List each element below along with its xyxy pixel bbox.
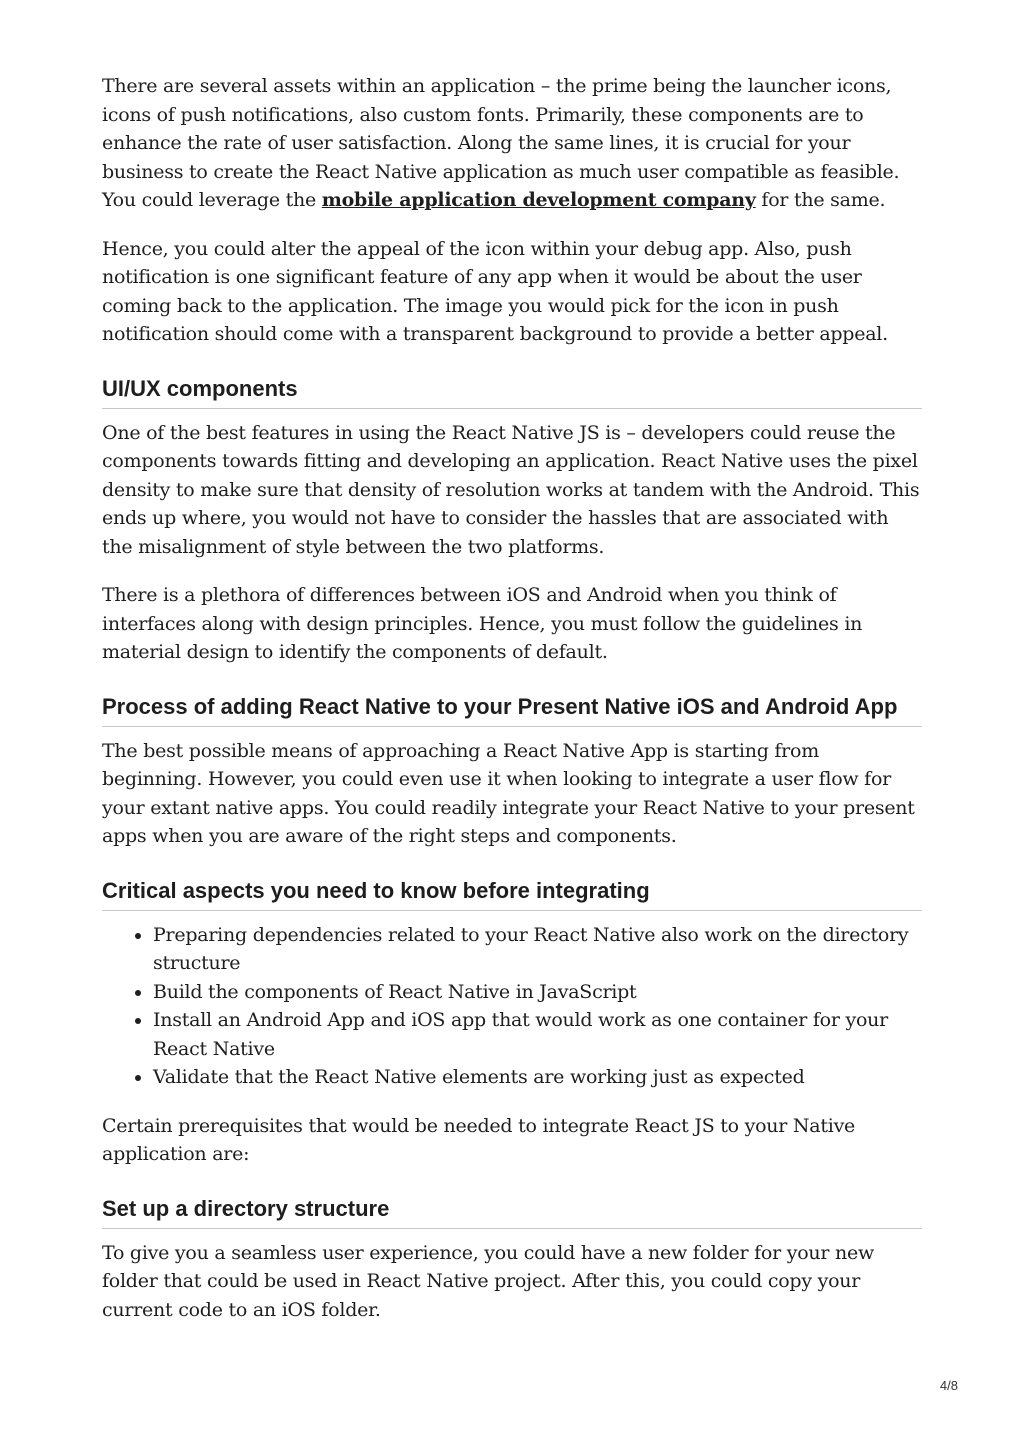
- list-item: • Preparing dependencies related to your React Native also work on the directory structure: [153, 921, 922, 978]
- mobile-app-dev-company-link[interactable]: mobile application development company: [321, 189, 756, 211]
- paragraph-assets: [102, 72, 922, 215]
- list-item: • Install an Android App and iOS app that would work as one container for your React Native: [153, 1006, 922, 1063]
- paragraph-icon-appeal: Hence, you could alter the appeal of the icon within your debug app. Also, push notification is one significant feature of any app when it would be about the user coming back to the application. The image you would pick for the icon in push notification should come with a transparent background to provide a better appeal.: [102, 237, 888, 345]
- paragraph-assets-tail: for the same.: [755, 189, 886, 211]
- document-page: [102, 72, 922, 1344]
- heading-ui-ux-components: UI/UX components: [102, 375, 922, 409]
- paragraph-approaching-app: The best possible means of approaching a React Native App is starting from beginning. However, you could even use it when looking to integrate a user flow for your extant native apps. You could readily integrate your React Native to your present apps when you are aware of the right steps and components.: [102, 739, 915, 847]
- page-number: 4/8: [939, 1378, 958, 1393]
- heading-critical-aspects: Critical aspects you need to know before integrating: [102, 877, 922, 911]
- list-item: • Build the components of React Native in JavaScript: [153, 978, 922, 1007]
- list-item: • Validate that the React Native elements are working just as expected: [153, 1063, 922, 1092]
- paragraph-assets-text: There are several assets within an application – the prime being the launcher icons, icons of push notifications, also custom fonts. Primarily, these components are to enhance the rate of user satisfaction. Along the same lines, it is crucial for your business to create the React Native application as much user compatible as feasible. You could leverage the: [102, 75, 900, 211]
- critical-aspects-list: [102, 921, 922, 1092]
- paragraph-ios-android-differences: There is a plethora of differences between iOS and Android when you think of interfaces along with design principles. Hence, you must follow the guidelines in material design to identify the components of default.: [102, 584, 863, 663]
- paragraph-new-folder: To give you a seamless user experience, you could have a new folder for your new folder that could be used in React Native project. After this, you could copy your current code to an iOS folder.: [102, 1241, 874, 1321]
- heading-process-adding-react-native: Process of adding React Native to your Present Native iOS and Android App: [102, 693, 922, 727]
- heading-directory-structure: Set up a directory structure: [102, 1195, 922, 1229]
- paragraph-prerequisites: Certain prerequisites that would be needed to integrate React JS to your Native application are:: [102, 1114, 856, 1165]
- paragraph-reuse-components: One of the best features in using the React Native JS is – developers could reuse the components towards fitting and developing an application. React Native uses the pixel density to make sure that density of resolution works at tandem with the Android. This ends up where, you would not have to consider the hassles that are associated with the misalignment of style between the two platforms.: [102, 421, 920, 558]
